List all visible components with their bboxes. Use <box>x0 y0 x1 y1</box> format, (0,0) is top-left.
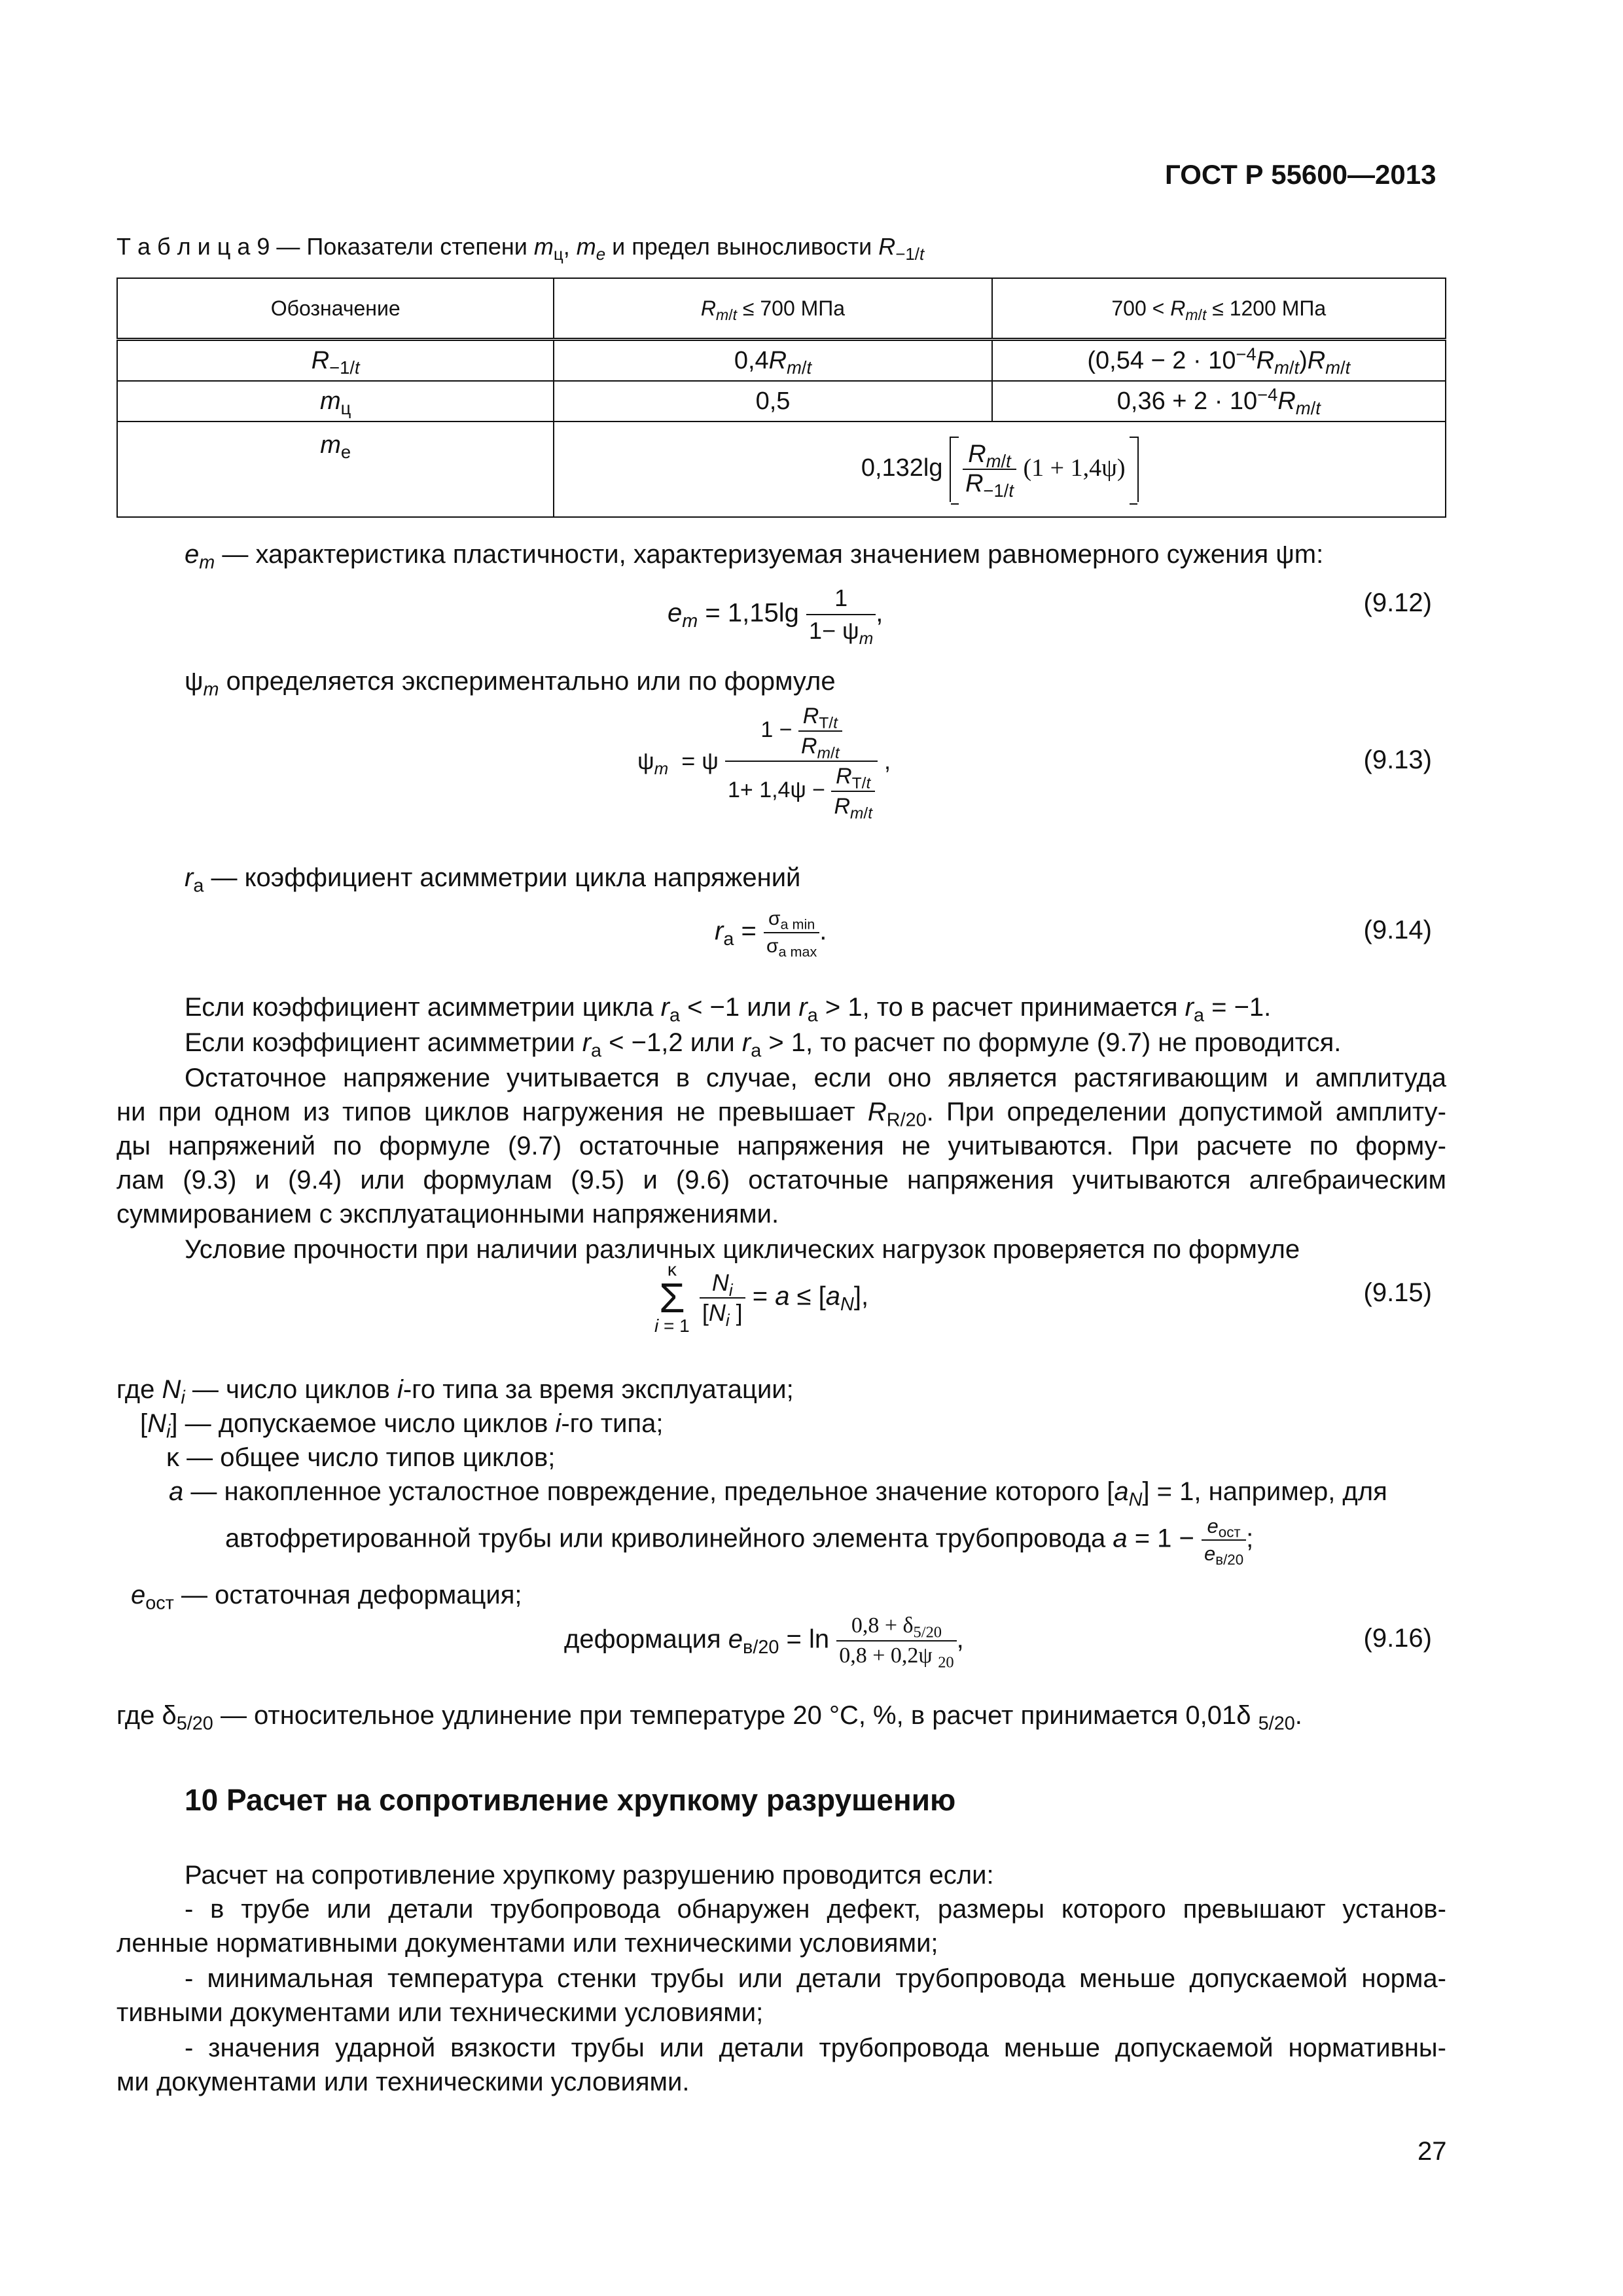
cell-high: $(0,54 - 2 \cdot 10^{-4}R_{m/t})R_{m/t}$ <box>992 340 1446 382</box>
def-ni: где $N_i$ — число циклов i-го типа за время эксплуатации; <box>116 1375 794 1408</box>
paragraph-1: Если коэффициент асимметрии цикла $r_a < -1$ или $r_a > 1$, то в расчет принимается $r_a = -1$. <box>185 993 1272 1026</box>
def-kappa: κ — общее число типов циклов; <box>166 1443 556 1472</box>
paragraph-2: Если коэффициент асимметрии $r_a < -1,2$ или $r_a > 1$, то расчет по формуле (9.7) не проводится. <box>185 1028 1342 1062</box>
eq-number-9-14: (9.14) <box>1363 916 1432 944</box>
list-item-1-line-2: ленные нормативными документами или техническими условиями; <box>116 1929 938 1958</box>
equation-9-16: деформация $e_{в/20} = \ln$ $\frac{0,8 + \delta_{5/20}}{0,8 + 0,2\psi _{20}}$ , <box>564 1611 964 1670</box>
cell-merged-formula: 0,132lg $\frac{R_{m/t}}{R_{-1/t}}$ (1 + 1,4ψ) <box>554 422 1446 517</box>
col-header-high: $700 < R_{m/t} \le 1200$ МПа <box>992 278 1446 340</box>
eq-number-9-16: (9.16) <box>1363 1624 1432 1653</box>
paragraph-3-line-3: ды напряжений по формуле (9.7) остаточные напряжения не учитываются. При расчете по форму- <box>116 1132 1446 1160</box>
list-item-3-line-1: - значения ударной вязкости трубы или детали трубопровода меньше допускаемой нормативны- <box>185 2034 1446 2062</box>
ra-definition: $r_a$ — коэффициент асимметрии цикла напряжений <box>185 863 801 897</box>
def-a: a — накопленное усталостное повреждение, предельное значение которого $[a_N] = 1$, например, для <box>169 1477 1387 1511</box>
cell-low: $0,4R_{m/t}$ <box>554 340 991 382</box>
list-item-1-line-1: - в трубе или детали трубопровода обнаружен дефект, размеры которого превышают установ- <box>185 1895 1446 1924</box>
def-eost: $e_{ост}$ — остаточная деформация; <box>131 1581 522 1614</box>
def-delta: где $\delta_{5/20}$ — относительное удлинение при температуре 20 °С, %, в расчет принимается 0,01δ $_{5/20}$. <box>116 1701 1302 1734</box>
paragraph-4: Условие прочности при наличии различных циклических нагрузок проверяется по формуле <box>185 1235 1300 1264</box>
table-caption: Т а б л и ц а 9 — Показатели степени $m_ц$, $m_e$ и предел выносливости $R_{-1/t}$ <box>116 233 925 264</box>
paragraph-3-line-4: лам (9.3) и (9.4) или формулам (9.5) и (9.6) остаточные напряжения учитываются алгебраическим <box>116 1166 1446 1194</box>
cell-symbol: $m_ц$ <box>117 381 554 422</box>
cell-low: 0,5 <box>554 381 991 422</box>
paragraph-3-line-5: суммированием с эксплуатационными напряжениями. <box>116 1200 779 1229</box>
list-item-2-line-1: - минимальная температура стенки трубы или детали трубопровода меньше допускаемой норма- <box>185 1964 1446 1993</box>
list-item-3-line-2: ми документами или техническими условиями. <box>116 2068 690 2096</box>
equation-9-12: $e_m = 1,15\lg$ $\frac{1}{1- \psi_m}$ , <box>668 583 883 647</box>
def-a-cont: автофретированной трубы или криволинейного элемента трубопровода a = 1 − $\frac{e_{ост}}{e_{в/20}}$ ; <box>225 1515 1254 1568</box>
doc-code: ГОСТ Р 55600—2013 <box>1165 159 1436 190</box>
section-10-intro: Расчет на сопротивление хрупкому разрушению проводится если: <box>185 1861 994 1890</box>
em-definition: $e_m$ — характеристика пластичности, характеризуемая значением равномерного сужения ψm: <box>185 540 1324 573</box>
cell-symbol: $R_{-1/t}$ <box>117 340 554 382</box>
eq-number-9-12: (9.12) <box>1363 588 1432 617</box>
cell-symbol: $m_e$ <box>117 422 554 517</box>
eq-number-9-13: (9.13) <box>1363 745 1432 774</box>
page-number: 27 <box>1418 2137 1447 2166</box>
section-10-title: 10 Расчет на сопротивление хрупкому разрушению <box>185 1783 956 1817</box>
equation-9-14: $r_a$ = $\frac{\sigma_{a min}}{\sigma_{a max}}$ . <box>715 906 827 960</box>
col-header-designation: Обозначение <box>117 278 554 340</box>
list-item-2-line-2: тивными документами или техническими условиями; <box>116 1998 764 2027</box>
equation-9-13: $\psi_m = \psi$ 1 − $\frac{R_{T/t}}{R_{m/t}}$ 1+ 1,4ψ − $\frac{R_{T/t}}{R_{m/t}}$ , <box>637 702 891 821</box>
table-9 <box>116 278 1446 518</box>
paragraph-3-line-2: ни при одном из типов циклов нагружения не превышает $R_{R/20}$. При определении допустимой амплиту- <box>116 1098 1446 1131</box>
def-ni-allowed: $[N_i]$ — допускаемое число циклов i-го типа; <box>140 1409 664 1443</box>
psi-definition: $\psi_m$ определяется экспериментально или по формуле <box>185 667 836 700</box>
paragraph-3-line-1: Остаточное напряжение учитывается в случае, если оно является растягивающим и амплитуда <box>185 1064 1446 1092</box>
eq-number-9-15: (9.15) <box>1363 1278 1432 1307</box>
equation-9-15: κ Σ i = 1 $\frac{N_i}{[N_i ]}$ = $a \le [a_N]$, <box>654 1259 869 1336</box>
cell-high: $0,36 + 2 \cdot 10^{-4}R_{m/t}$ <box>992 381 1446 422</box>
col-header-low: $R_{m/t} \le 700$ МПа <box>554 278 991 340</box>
